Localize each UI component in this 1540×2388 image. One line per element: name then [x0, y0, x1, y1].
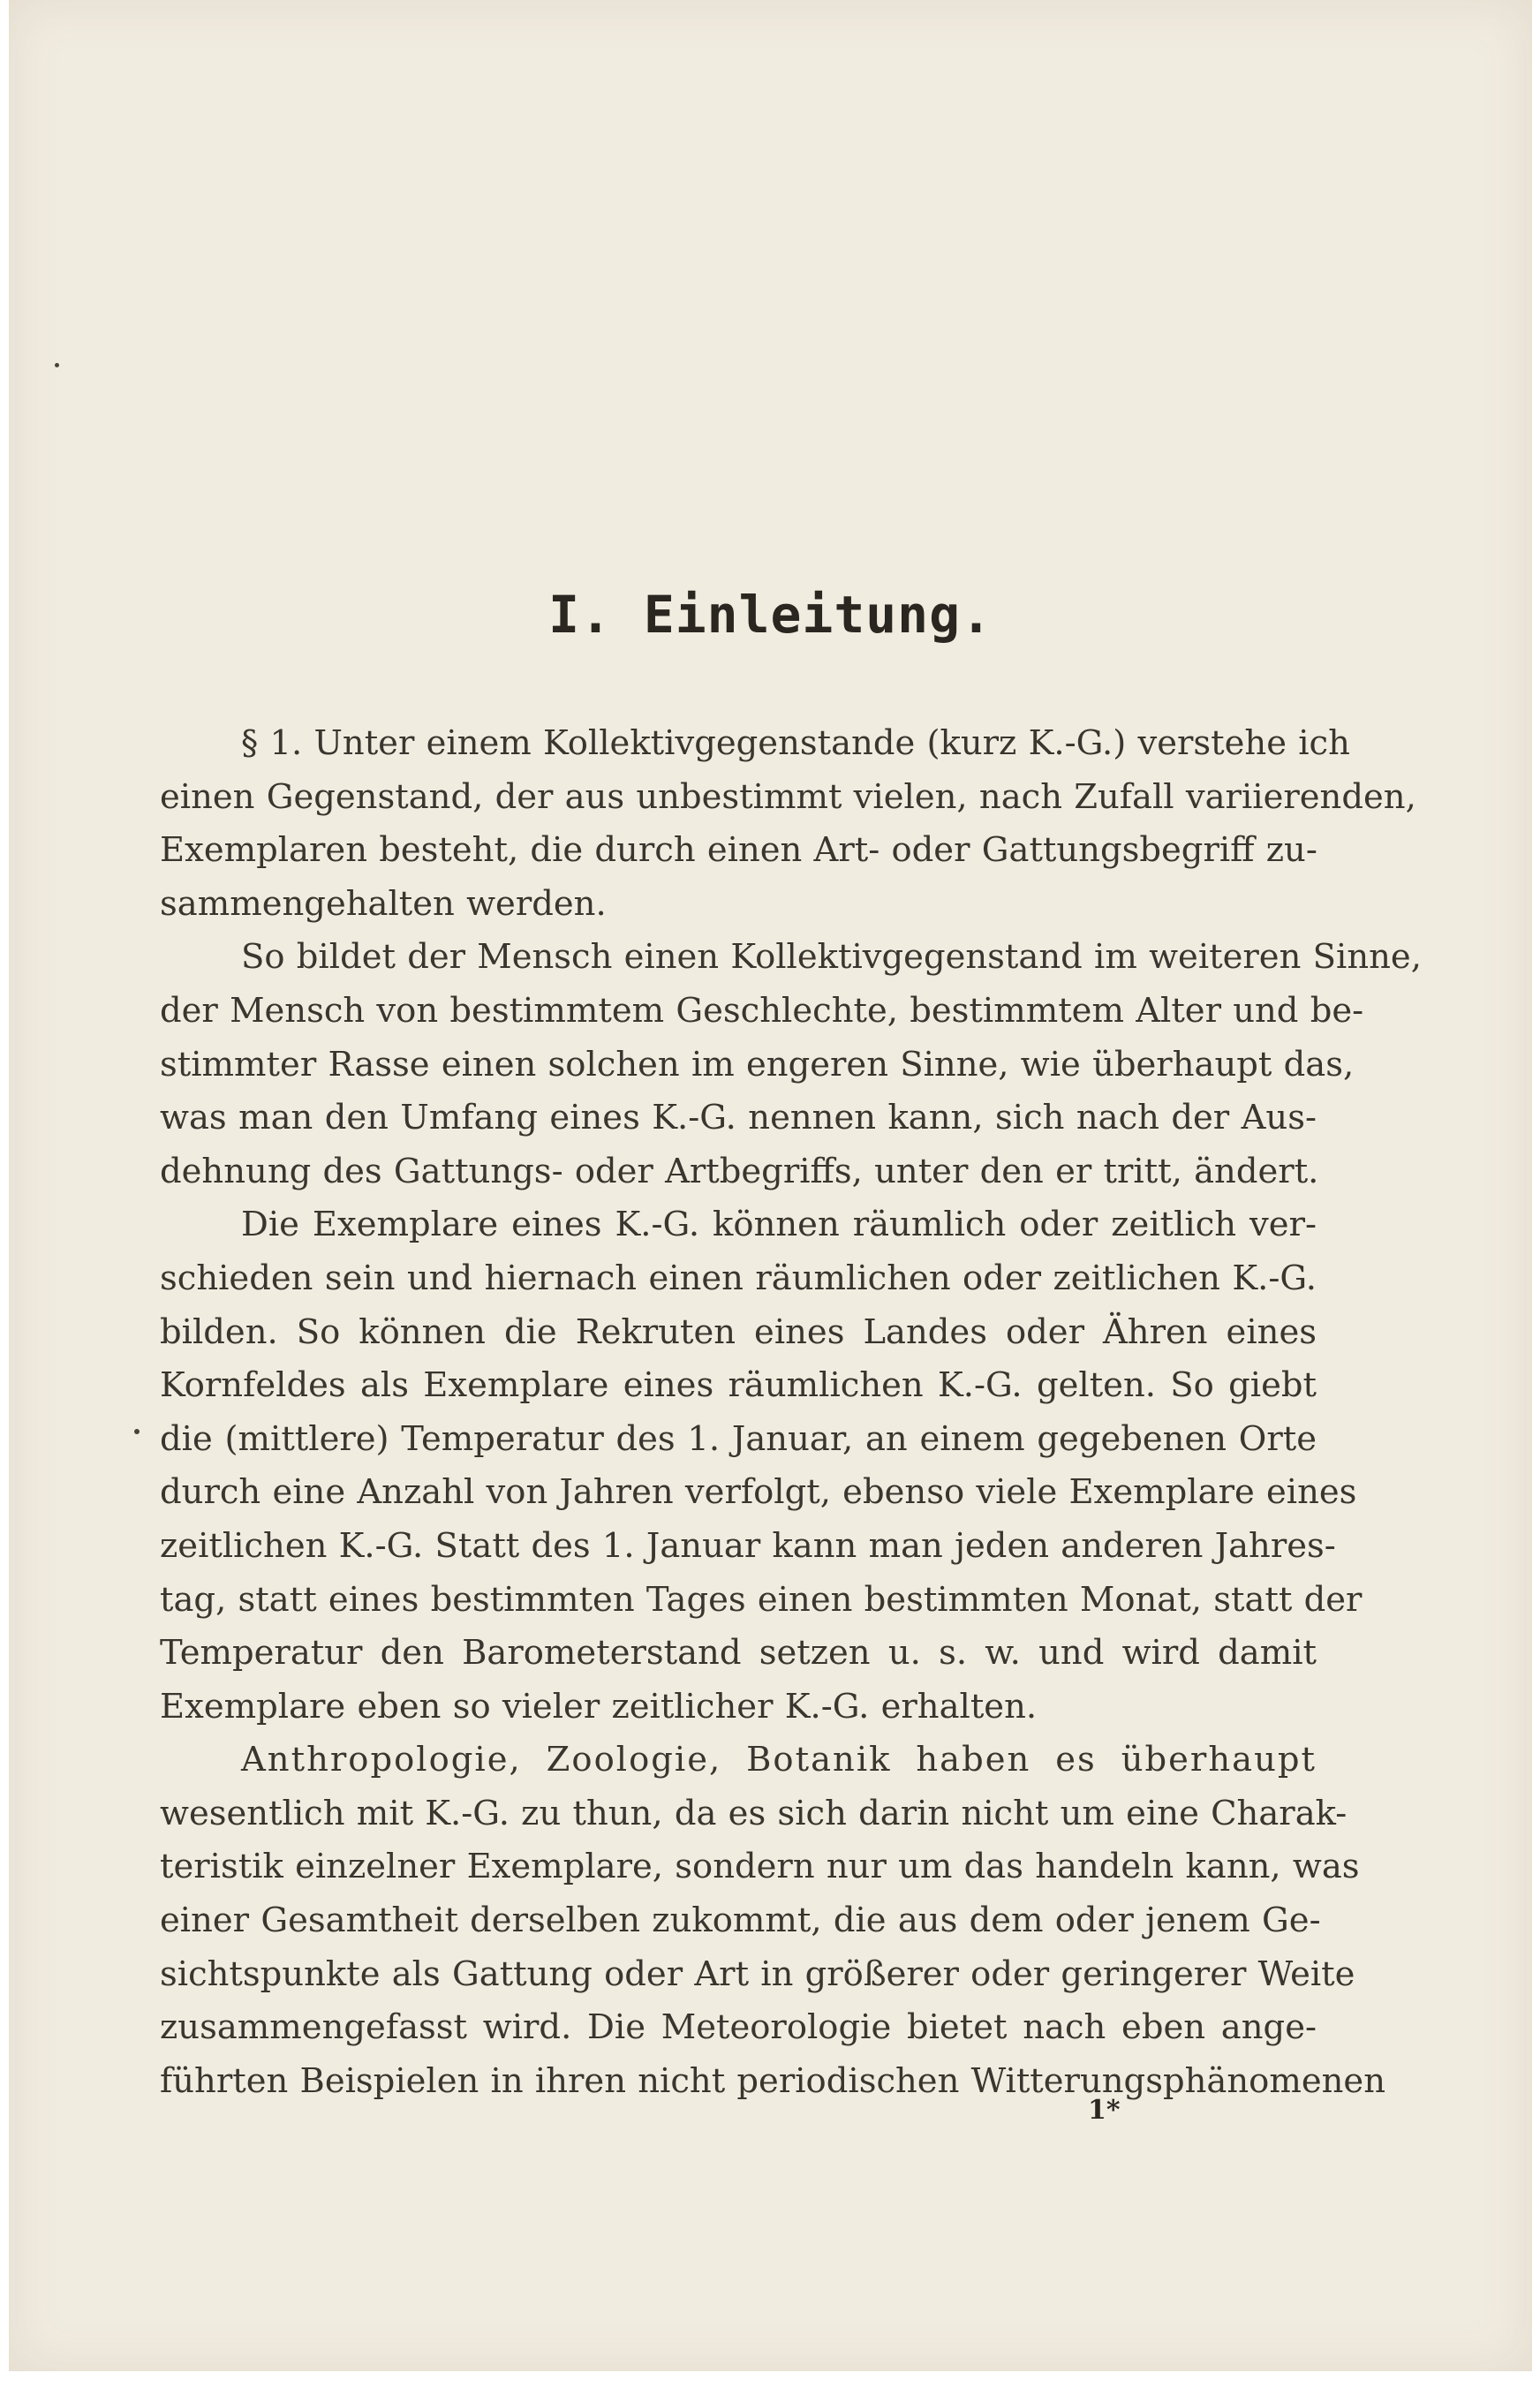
- signature-mark: 1*: [1088, 2095, 1121, 2126]
- text-line: So bildet der Mensch einen Kollektivgegenstand im weiteren Sinne,: [241, 937, 1422, 978]
- text-line: die (mittlere) Temperatur des 1. Januar, an einem gegebenen Orte: [160, 1418, 1317, 1459]
- text-line: was man den Umfang eines K.-G. nennen kann, sich nach der Aus-: [160, 1098, 1317, 1138]
- text-line: schieden sein und hiernach einen räumlichen oder zeitlichen K.-G.: [160, 1258, 1317, 1298]
- body-text: [160, 717, 1422, 2108]
- text-line: Anthropologie, Zoologie, Botanik haben es überhaupt: [241, 1740, 1317, 1780]
- text-line: wesentlich mit K.-G. zu thun, da es sich darin nicht um eine Charak-: [160, 1793, 1348, 1833]
- text-line: Temperatur den Barometerstand setzen u. s. w. und wird damit: [160, 1633, 1317, 1674]
- text-line: stimmter Rasse einen solchen im engeren Sinne, wie überhaupt das,: [160, 1044, 1355, 1084]
- text-line: zeitlichen K.-G. Statt des 1. Januar kann man jeden anderen Jahres-: [160, 1525, 1336, 1566]
- text-line: teristik einzelner Exemplare, sondern nur um das handeln kann, was: [160, 1847, 1360, 1887]
- chapter-heading: I. Einleitung.: [548, 585, 993, 645]
- text-line: sammengehalten werden.: [160, 883, 607, 924]
- ink-speck: [134, 1429, 140, 1434]
- ink-speck: [55, 363, 59, 367]
- text-line: der Mensch von bestimmtem Geschlechte, bestimmtem Alter und be-: [160, 990, 1364, 1031]
- book-page: [9, 0, 1532, 2371]
- text-line: durch eine Anzahl von Jahren verfolgt, ebenso viele Exemplare eines: [160, 1472, 1357, 1513]
- text-line: einer Gesamtheit derselben zukommt, die aus dem oder jenem Ge-: [160, 1901, 1321, 1941]
- text-line: Die Exemplare eines K.-G. können räumlich oder zeitlich ver-: [241, 1205, 1317, 1245]
- text-line: Exemplaren besteht, die durch einen Art- oder Gattungsbegriff zu-: [160, 830, 1317, 871]
- text-line: dehnung des Gattungs- oder Artbegriffs, unter den er tritt, ändert.: [160, 1151, 1319, 1191]
- text-line: bilden. So können die Rekruten eines Landes oder Ähren eines: [160, 1311, 1317, 1352]
- text-line: führten Beispielen in ihren nicht periodischen Witterungsphänomenen: [160, 2060, 1385, 2101]
- text-line: einen Gegenstand, der aus unbestimmt vielen, nach Zufall variierenden,: [160, 776, 1416, 817]
- text-line: Exemplare eben so vieler zeitlicher K.-G. erhalten.: [160, 1686, 1038, 1727]
- text-line: tag, statt eines bestimmten Tages einen bestimmten Monat, statt der: [160, 1579, 1363, 1620]
- text-line: Kornfeldes als Exemplare eines räumlichen K.-G. gelten. So giebt: [160, 1365, 1317, 1406]
- text-line: § 1. Unter einem Kollektivgegenstande (kurz K.-G.) verstehe ich: [241, 723, 1350, 763]
- text-line: zusammengefasst wird. Die Meteorologie bietet nach eben ange-: [160, 2007, 1317, 2048]
- text-line: sichtspunkte als Gattung oder Art in größerer oder geringerer Weite: [160, 1953, 1355, 1994]
